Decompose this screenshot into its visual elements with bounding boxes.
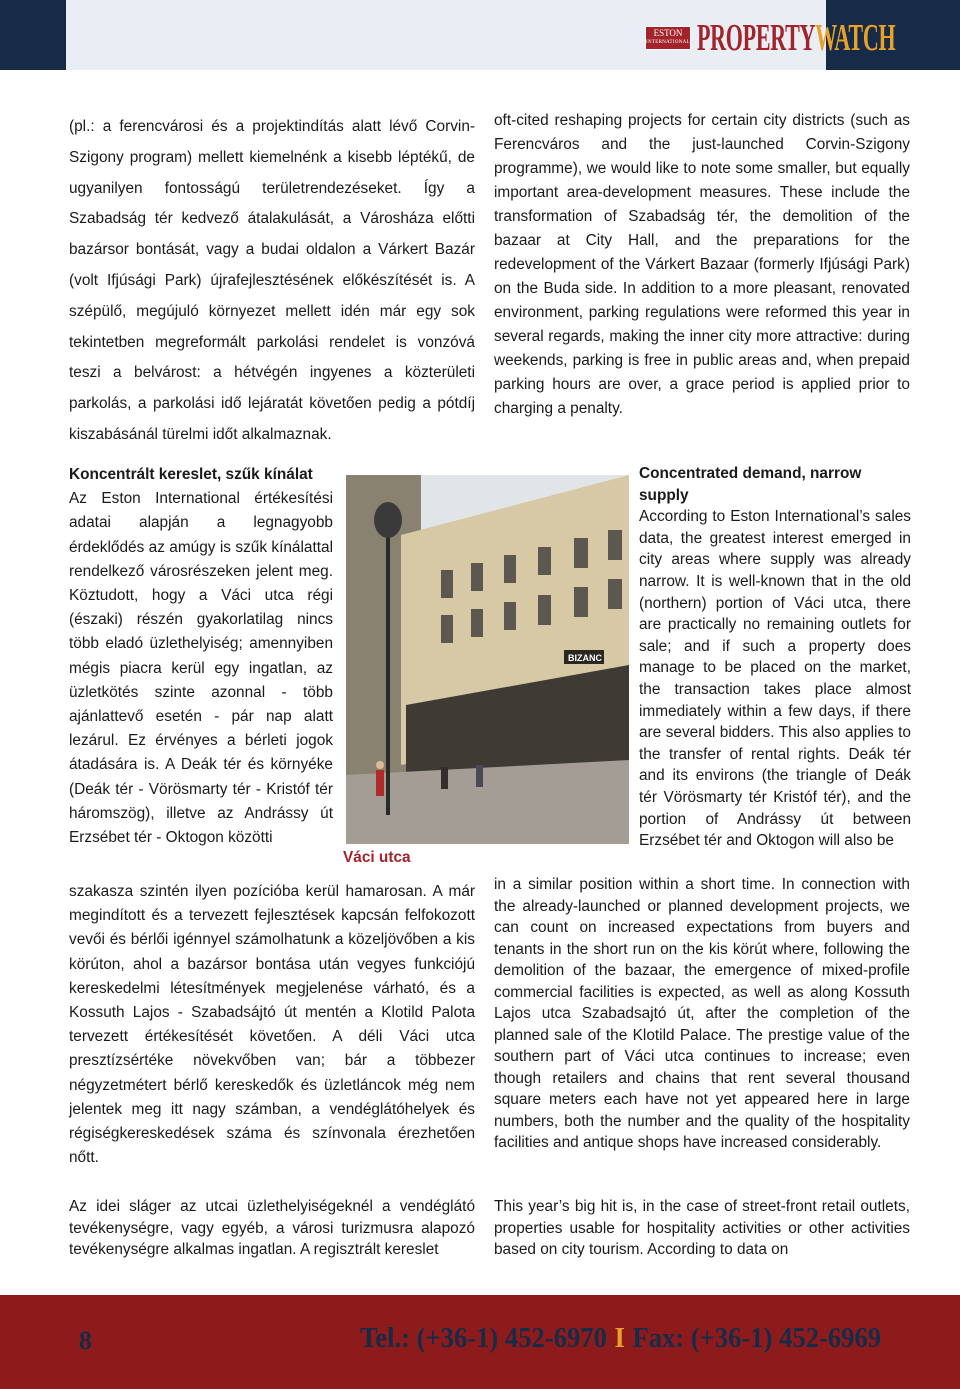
hu-top-text: (pl.: a ferencvárosi és a projektindítás alatt lévő Corvin-Szigony program) mellett kiemelnénk a kisebb léptékű, de ugyanilyen fontosságú területrendezéseket. Így a Szabadság tér kedvező átalakulását, a Városháza előtti bazársor bontását, vagy a budai oldalon a Várkert Bazár (volt Ifjúsági Park) újrafejlesztésének előkészítését is. A szépülő, megújuló környezet mellett idén már egy sok tekintetben megreformált parkolási rendelet is vonzóvá teszi a belvárost: a hétvégén ingyenes a közterületi parkolás, a parkolási idő lejáratát követően pedig a pótdíj kiszabásánál türelmi időt alkalmaznak. <box>69 118 475 443</box>
en-last-paragraph <box>494 1196 910 1261</box>
en-section-text: According to Eston International’s sales data, the greatest interest emerged in city areas where supply was already narrow. It is well-known that in the old (northern) portion of Váci utca, there are practically no remaining outlets for sale; and if such a property does manage to be placed on the market, the transaction takes place almost immediately within a few days, if there are several bidders. This also applies to the transfer of rental rights. Deák tér and its environs (the triangle of Deák tér Vörösmarty tér Kristóf tér), and the portion of Andrássy út between Erzsébet tér and Oktogon will also be <box>639 508 911 850</box>
hu-top-paragraph <box>69 112 475 451</box>
page-number: 8 <box>79 1326 92 1355</box>
en-section-heading: Concentrated demand, narrow supply <box>639 465 862 504</box>
hu-last-paragraph <box>69 1196 475 1261</box>
hu-section-heading: Koncentrált kereslet, szűk kínálat <box>69 466 313 483</box>
header-left-block <box>0 0 66 70</box>
contact-separator: I <box>614 1323 625 1354</box>
publication-title <box>697 16 895 60</box>
en-top-text: oft-cited reshaping projects for certain city districts (such as Ferencváros and the just-launched Corvin-Szigony programme), we would like to note some smaller, but equally important area-development measures. These include the transformation of Szabadság tér, the demolition of the bazaar at City Hall, and the preparations for the redevelopment of the Várkert Bazaar (formerly Ifjúsági Park) on the Buda side. In addition to a more pleasant, renovated environment, parking regulations were reformed this year in several regards, making the inner city more attractive: during weekends, parking is free in public areas and, when prepaid parking hours are over, a grace period is applied prior to charging a penalty. <box>494 112 910 417</box>
contact-info <box>360 1323 881 1355</box>
hu-section-text-continued: szakasza szintén ilyen pozícióba kerül hamarosan. A már megindított és a tervezett fejlesztések kapcsán felfokozott vevői és bérlői igénnyel számolhatunk a közeljövőben a kis körúton, ahol a bazársor bontása után vegyes funkciójú kereskedelmi létesítmények megjelenése várható, és a Kossuth Lajos - Szabadsájtó út mentén a Klotild Palota tervezett értékesítését követően. A déli Váci utca presztízsértéke növekvőben van; bár a többezer négyzetmétert bérlő kereskedők és üzletláncok még nem jelentek meg itt nagy számban, a vendéglátóhelyek és régiségkereskedések száma és színvonala érezhetően nőtt. <box>69 883 475 1167</box>
logo-line2: INTERNATIONAL <box>646 40 690 45</box>
eston-logo <box>645 26 691 50</box>
hu-last-text: Az idei sláger az utcai üzlethelyiségeknél a vendéglátó tevékenységre, vagy egyéb, a városi turizmusra alapozó tevékenységre alkalmas ingatlan. A regisztrált kereslet <box>69 1198 475 1258</box>
en-section-continued <box>494 874 910 1154</box>
hu-section-text: Az Eston International értékesítési adatai alapján a legnagyobb érdeklődés az amúgy is szűk kínálattal rendelkező városrészeken jelent meg. Köztudott, hogy a Váci utca régi (északi) részén gyakorlatilag nincs több eladó üzlethelyiség; amennyiben mégis piacra kerül egy ingatlan, az üzletkötés szinte azonnal - több ajánlattevő esetén - pár nap alatt lezárul. Ez érvényes a bérleti jogok átadására is. A Deák tér és környéke (Deák tér - Vörösmarty tér - Kristóf tér háromszög), illetve az Andrássy út Erzsébet tér - Oktogon közötti <box>69 490 333 847</box>
brand-watch: WATCH <box>815 17 896 59</box>
shop-sign: BIZANC <box>568 653 602 663</box>
fax-number: Fax: (+36-1) 452-6969 <box>632 1323 882 1354</box>
hu-section <box>69 463 333 850</box>
en-last-text: This year’s big hit is, in the case of street-front retail outlets, properties usable for hospitality activities or other activities based on city tourism. According to data on <box>494 1198 910 1258</box>
hu-section-continued <box>69 880 475 1170</box>
vaci-utca-photo <box>346 475 629 844</box>
en-section <box>639 463 911 852</box>
photo-caption: Váci utca <box>343 849 411 866</box>
phone-number: Tel.: (+36-1) 452-6970 <box>360 1323 607 1354</box>
en-section-text-continued: in a similar position within a short time. In connection with the already-launched or planned development projects, we can count on increased expectations from buyers and tenants in the short run on the kis körút where, following the demolition of the bazaar, the emergence of mixed-profile commercial facilities is expected, as well as along Kossuth Lajos utca Szabadsajtó út, after the completion of the planned sale of the Klotild Palace. The prestige value of the southern part of Váci utca continues to increase; even though retailers and chains that rent several thousand square meters each have not yet appeared here in large numbers, both the number and the quality of the hospitality facilities and antique shops have increased considerably. <box>494 876 910 1151</box>
en-top-paragraph <box>494 109 910 421</box>
brand-property: PROPERTY <box>697 17 816 59</box>
logo-line1: ESTON <box>653 28 683 38</box>
